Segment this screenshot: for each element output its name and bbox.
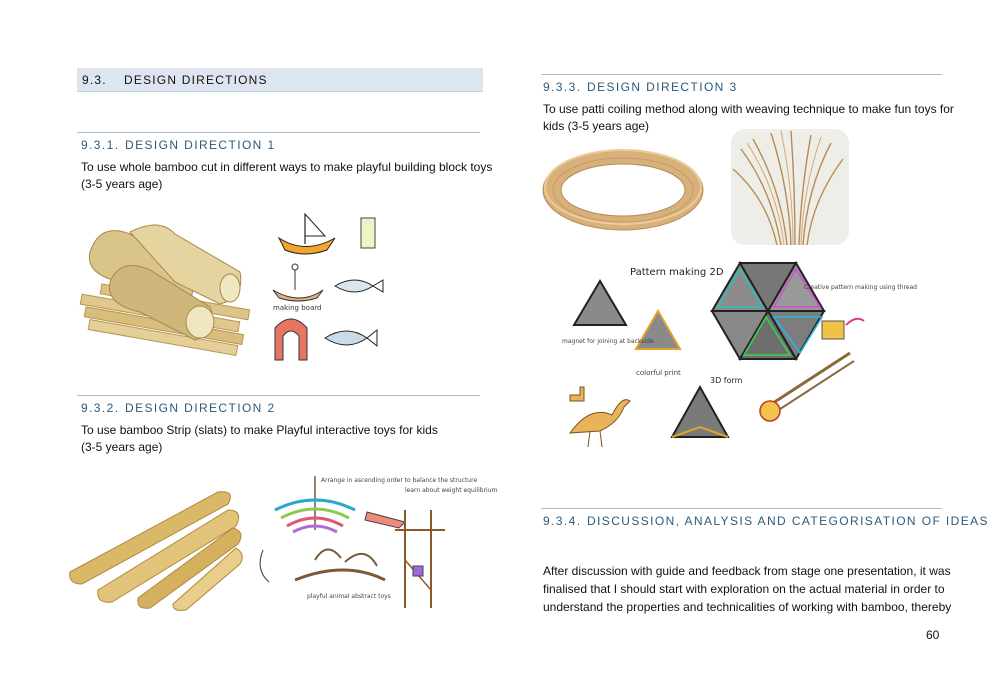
divider-9-3-1 [77,132,480,133]
heading-design-direction-2 [81,401,276,415]
heading-title: DESIGN DIRECTION 2 [125,401,276,415]
bamboo-coil-image [541,145,706,235]
sketch-label-3d-form: 3D form [710,376,743,385]
dd3-text-line1: To use patti coiling method along with weaving technique to make fun toys for [543,102,954,116]
dd1-text-line2: (3-5 years age) [81,177,163,191]
heading-number: 9.3.3. [543,80,582,94]
section-heading-bar [77,68,483,92]
discussion-paragraph [543,562,951,616]
sketch-label-pattern: Pattern making 2D [630,267,724,278]
sketch-label-creative: Creative pattern making using thread [804,284,917,291]
dd2-sketches [255,470,498,615]
heading-design-direction-3 [543,80,738,94]
bamboo-strips-image [68,480,243,610]
sketch-note-3: playful animal abstract toys [307,593,391,600]
sketch-label-magnet: magnet for joining at backside [562,338,654,345]
page-number: 60 [926,628,940,642]
heading-design-direction-1 [81,138,276,152]
heading-title: DESIGN DIRECTION 1 [125,138,276,152]
sketch-label: making board [273,304,322,312]
sketch-label-colorful: colorful print [636,369,681,377]
heading-title: DESIGN DIRECTION 3 [587,80,738,94]
heading-number: 9.3.1. [81,138,120,152]
heading-title: DISCUSSION, ANALYSIS AND CATEGORISATION OF IDEAS [587,514,989,528]
bamboo-strips-bundle-image [731,129,849,245]
dd3-text-line2: kids (3-5 years age) [543,119,650,133]
heading-discussion [543,514,989,528]
bamboo-halves-image [80,212,250,362]
divider-9-3-4 [541,508,942,509]
divider-9-3-3 [541,74,942,75]
sketch-note-1: Arrange in ascending order to balance the structure [321,477,478,484]
dd2-text-line1: To use bamboo Strip (slats) to make Playful interactive toys for kids [81,423,438,437]
heading-number: 9.3.2. [81,401,120,415]
divider-9-3-2 [77,395,480,396]
discussion-line1: After discussion with guide and feedback from stage one presentation, it was [543,564,951,578]
discussion-line3: understand the properties and technicalities of working with bamboo, thereby [543,600,952,614]
discussion-line2: finalised that I should start with exploration on the actual material in order to [543,582,945,596]
dd2-text-line2: (3-5 years age) [81,440,163,454]
heading-number: 9.3.4. [543,514,582,528]
dd1-sketches [265,210,395,370]
dd3-sketches [560,255,917,455]
sketch-note-2: learn about weight equilibrium [405,487,498,494]
dd1-text [81,159,492,193]
section-number: 9.3. [82,73,107,87]
dd1-text-line1: To use whole bamboo cut in different ways to make playful building block toys [81,160,493,174]
section-title: DESIGN DIRECTIONS [124,73,268,87]
dd2-text [81,422,438,456]
